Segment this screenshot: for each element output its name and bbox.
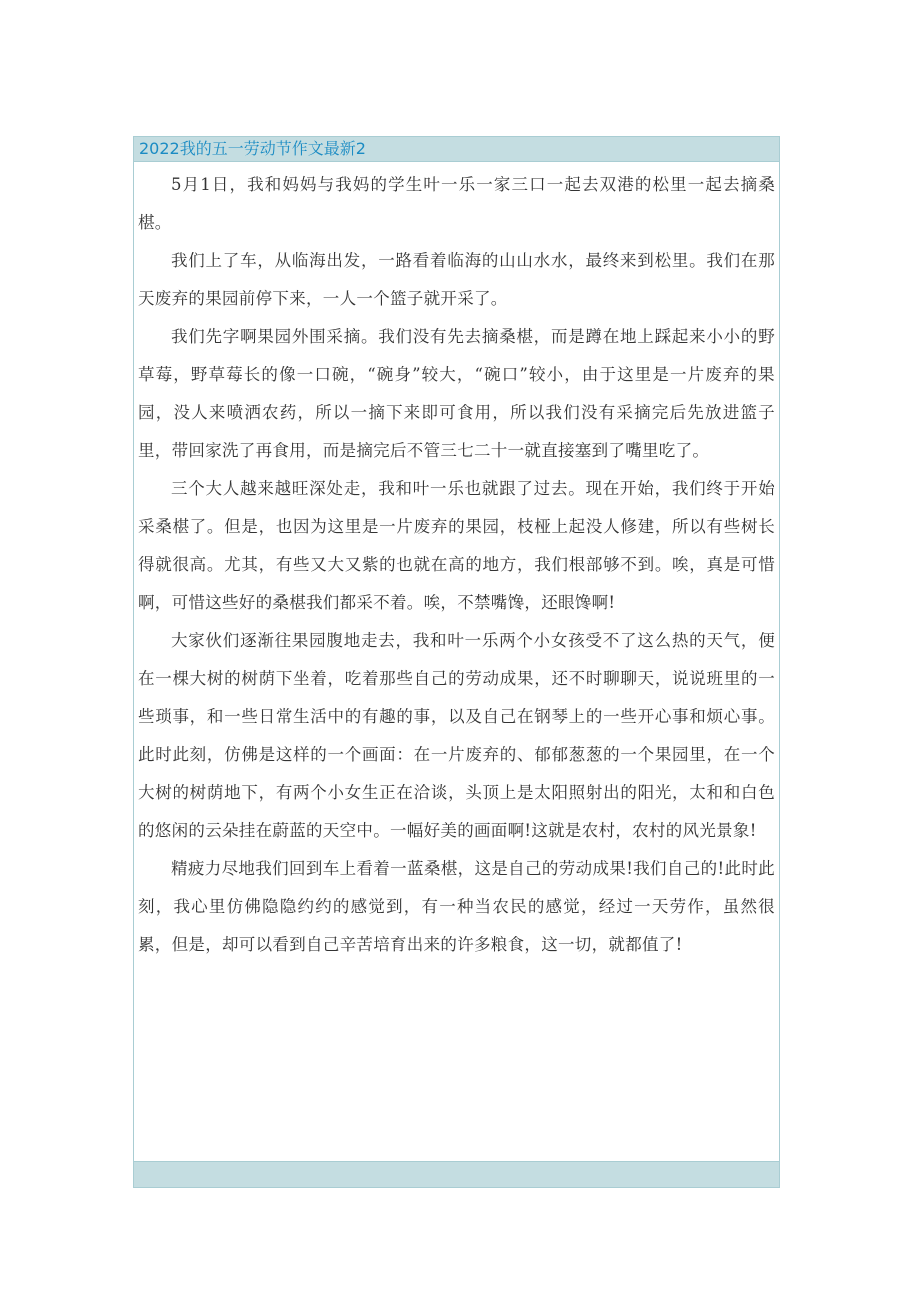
paragraph: 大家伙们逐渐往果园腹地走去，我和叶一乐两个小女孩受不了这么热的天气，便在一棵大树的树荫下坐着，吃着那些自己的劳动成果，还不时聊聊天，说说班里的一些琐事，和一些日常生活中的有趣的事，以及自己在钢琴上的一些开心事和烦心事。此时此刻，仿佛是这样的一个画面：在一片废弃的、郁郁葱葱的一个果园里，在一个大树的树荫地下，有两个小女生正在洽谈，头顶上是太阳照射出的阳光，太和和白色的悠闲的云朵挂在蔚蓝的天空中。一幅好美的画面啊!这就是农村，农村的风光景象! bbox=[138, 631, 775, 840]
paragraph: 精疲力尽地我们回到车上看着一蓝桑椹，这是自己的劳动成果!我们自己的!此时此刻，我心里仿佛隐隐约约的感觉到，有一种当农民的感觉，经过一天劳作，虽然很累，但是，却可以看到自己辛苦培育出来的许多粮食，这一切，就都值了! bbox=[138, 859, 775, 954]
article-title: 2022我的五一劳动节作文最新2 bbox=[134, 137, 779, 162]
article-box bbox=[133, 136, 780, 1188]
paragraph: 5月1日，我和妈妈与我妈的学生叶一乐一家三口一起去双港的松里一起去摘桑椹。 bbox=[138, 175, 775, 232]
paragraph: 我们先字啊果园外围采摘。我们没有先去摘桑椹，而是蹲在地上踩起来小小的野草莓，野草莓长的像一口碗，“碗身”较大，“碗口”较小，由于这里是一片废弃的果园，没人来喷洒农药，所以一摘下来即可食用，所以我们没有采摘完后先放进篮子里，带回家洗了再食用，而是摘完后不管三七二十一就直接塞到了嘴里吃了。 bbox=[138, 327, 775, 460]
paragraph: 我们上了车，从临海出发，一路看着临海的山山水水，最终来到松里。我们在那天废弃的果园前停下来，一人一个篮子就开采了。 bbox=[138, 251, 775, 308]
paragraph: 三个大人越来越旺深处走，我和叶一乐也就跟了过去。现在开始，我们终于开始采桑椹了。但是，也因为这里是一片废弃的果园，枝桠上起没人修建，所以有些树长得就很高。尤其，有些又大又紫的也就在高的地方，我们根部够不到。唉，真是可惜啊，可惜这些好的桑椹我们都采不着。唉，不禁嘴馋，还眼馋啊! bbox=[138, 479, 775, 612]
article-body bbox=[134, 162, 779, 964]
footer-bar bbox=[134, 1161, 779, 1187]
